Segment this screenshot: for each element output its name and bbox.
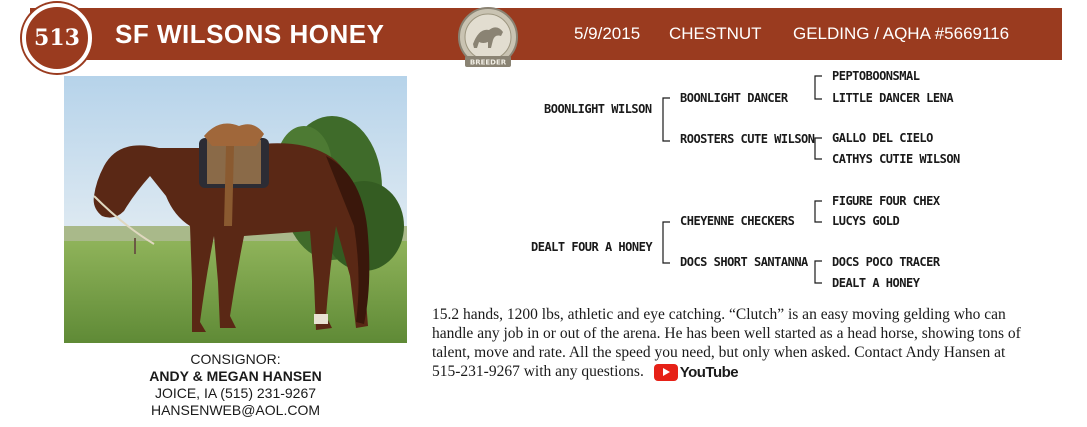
pedigree-sire-dam: ROOSTERS CUTE WILSON — [680, 132, 815, 146]
birth-date: 5/9/2015 — [574, 24, 641, 43]
horse-name: SF WILSONS HONEY — [115, 19, 385, 49]
pedigree-sire: BOONLIGHT WILSON — [544, 102, 652, 116]
pedigree-dam-sire-dam: LUCYS GOLD — [832, 214, 900, 228]
youtube-play-icon — [654, 364, 678, 381]
breeder-seal-text: BREEDER — [469, 58, 507, 67]
lot-number: 513 — [34, 25, 80, 51]
pedigree-dam: DEALT FOUR A HONEY — [531, 240, 653, 254]
pedigree-dam-dam-sire: DOCS POCO TRACER — [832, 255, 940, 269]
consignor-location: JOICE, IA (515) 231-9267 — [154, 385, 317, 401]
consignor-email[interactable]: HANSENWEB@AOL.COM — [150, 402, 320, 418]
pedigree-sire-dam-sire: GALLO DEL CIELO — [832, 131, 933, 145]
pedigree-dam-sire: CHEYENNE CHECKERS — [680, 214, 795, 228]
horse-description — [432, 305, 1032, 382]
pedigree-sire-sire-dam: LITTLE DANCER LENA — [832, 91, 954, 105]
horse-color: CHESTNUT — [669, 24, 762, 43]
sex-registration: GELDING / AQHA #5669116 — [793, 24, 1010, 43]
pedigree-dam-dam-dam: DEALT A HONEY — [832, 276, 920, 290]
description-text: 15.2 hands, 1200 lbs, athletic and eye catching. “Clutch” is an easy moving gelding who can handle any job in or out of the arena. He has been well started as a head horse, showing tons of talent, move and rate. All the speed you need, but only when asked. Contact Andy Hansen at 515-231-9267 with any questions. — [432, 306, 1021, 380]
pedigree-dam-dam: DOCS SHORT SANTANNA — [680, 255, 808, 269]
youtube-label: YouTube — [679, 363, 739, 381]
pedigree-sire-dam-dam: CATHYS CUTIE WILSON — [832, 152, 960, 166]
consignor-name: ANDY & MEGAN HANSEN — [149, 368, 322, 384]
lot-number-badge — [22, 3, 92, 73]
youtube-link[interactable] — [654, 363, 738, 382]
pedigree-sire-sire: BOONLIGHT DANCER — [680, 91, 788, 105]
breeder-seal-icon — [455, 6, 521, 72]
pedigree-dam-sire-sire: FIGURE FOUR CHEX — [832, 194, 940, 208]
pedigree-sire-sire-sire: PEPTOBOONSMAL — [832, 69, 920, 83]
consignor-block — [64, 351, 407, 419]
consignor-label: CONSIGNOR: — [190, 351, 281, 367]
